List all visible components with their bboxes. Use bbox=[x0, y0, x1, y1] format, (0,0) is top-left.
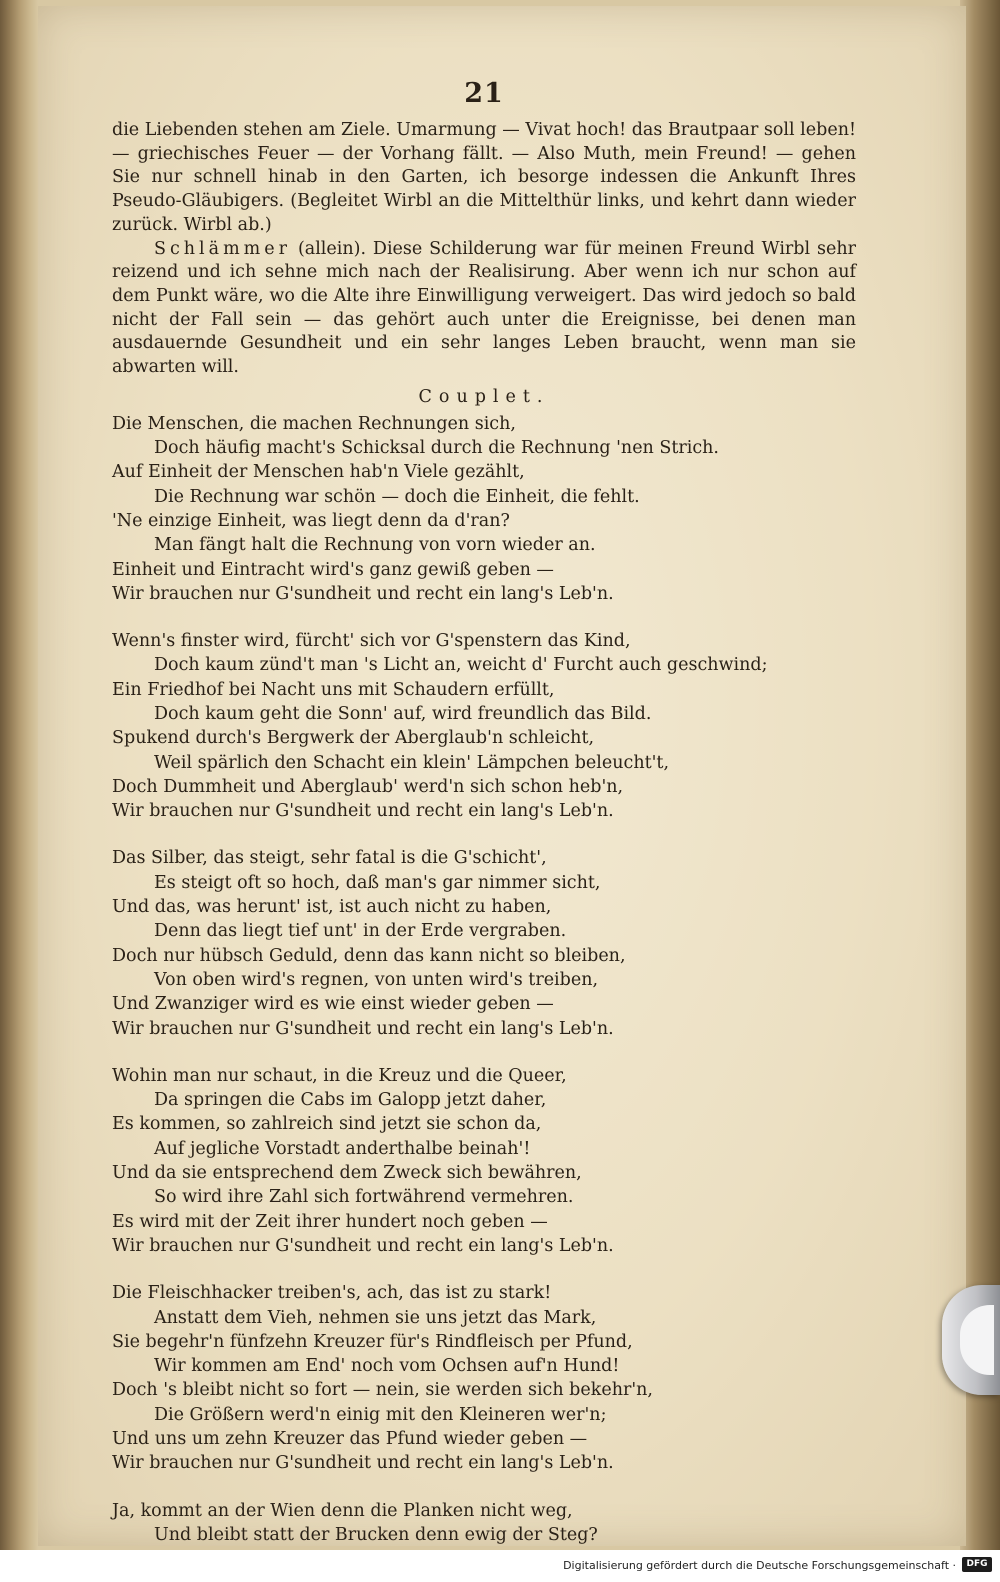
verse-line: Doch kaum zünd't man 's Licht an, weicht d' Furcht auch geschwind; bbox=[154, 655, 768, 676]
verse-line: Einheit und Eintracht wird's ganz gewiß geben — bbox=[112, 559, 554, 580]
verse-line: Wir brauchen nur G'sundheit und recht ein lang's Leb'n. bbox=[112, 583, 614, 604]
verse-line: Denn das liegt tief unt' in der Erde vergraben. bbox=[154, 921, 567, 942]
verse-line: Doch häufig macht's Schicksal durch die Rechnung 'nen Strich. bbox=[154, 438, 719, 459]
dfg-logo: DFG bbox=[962, 1557, 992, 1572]
verse-line: Es kommen, so zahlreich sind jetzt sie schon da, bbox=[112, 1114, 542, 1135]
verse-line: Wir kommen am End' noch vom Ochsen auf'n Hund! bbox=[154, 1356, 620, 1377]
footer-credit: Digitalisierung gefördert durch die Deutsche Forschungsgemeinschaft · bbox=[563, 1559, 956, 1572]
verse-line: Und bleibt statt der Brucken denn ewig der Steg? bbox=[154, 1524, 598, 1545]
verse-line: Weil spärlich den Schacht ein klein' Lämpchen beleucht't, bbox=[154, 752, 670, 773]
prose-text: (allein). Diese Schilderung war für meinen Freund Wirbl sehr reizend und ich sehne mich nach der Realisirung. Aber wenn ich nur schon auf dem Punkt wäre, wo die Alte ihre Einwilligung verweigert. Das wird jedoch so bald nicht der Fall sein — das gehört auch unter die Ereignisse, bei denen man ausdauernde Gesundheit und ein sehr langes Leben braucht, wenn man sie abwarten will. bbox=[112, 238, 856, 378]
verse-line: Die Fleischhacker treiben's, ach, das ist zu stark! bbox=[112, 1283, 552, 1304]
page-content bbox=[112, 78, 856, 1547]
prose-text: die Liebenden stehen am Ziele. Umarmung — Vivat hoch! das Brautpaar soll leben! — griechisches Feuer — der Vorhang fällt. — Also Muth, mein Freund! — gehen Sie nur schnell hinab in den Garten, ich besorge indessen die Ankunft Ihres Pseudo-Gläubigers. (Begleitet Wirbl an die Mittelthür links, und kehrt dann wieder zurück. Wirbl ab.) bbox=[112, 120, 856, 235]
verse-line: Die Menschen, die machen Rechnungen sich, bbox=[112, 413, 516, 434]
verse-line: Wir brauchen nur G'sundheit und recht ein lang's Leb'n. bbox=[112, 1453, 614, 1474]
stanza bbox=[112, 1499, 856, 1548]
verse-line: Doch nur hübsch Geduld, denn das kann nicht so bleiben, bbox=[112, 945, 626, 966]
prose-paragraph bbox=[112, 238, 856, 380]
verse-line: Spukend durch's Bergwerk der Aberglaub'n schleicht, bbox=[112, 728, 595, 749]
verse-line: Die Größern werd'n einig mit den Kleineren wer'n; bbox=[154, 1404, 607, 1425]
verse-line: Es steigt oft so hoch, daß man's gar nimmer sicht, bbox=[154, 872, 601, 893]
verse-line: Wir brauchen nur G'sundheit und recht ein lang's Leb'n. bbox=[112, 1235, 614, 1256]
stanza bbox=[112, 846, 856, 1040]
speaker-name: Schlämmer bbox=[154, 238, 292, 259]
prose-section bbox=[112, 119, 856, 380]
verse-line: Und da sie entsprechend dem Zweck sich bewähren, bbox=[112, 1163, 582, 1184]
prose-paragraph bbox=[112, 119, 856, 238]
page-number: 21 bbox=[464, 78, 504, 109]
verse-line: Es wird mit der Zeit ihrer hundert noch geben — bbox=[112, 1211, 548, 1232]
couplet-stanzas bbox=[112, 412, 856, 1547]
verse-line: Wohin man nur schaut, in die Kreuz und die Queer, bbox=[112, 1065, 567, 1086]
verse-line: Sie begehr'n fünfzehn Kreuzer für's Rindfleisch per Pfund, bbox=[112, 1331, 633, 1352]
verse-line: Wenn's finster wird, fürcht' sich vor G'spenstern das Kind, bbox=[112, 631, 631, 652]
stanza bbox=[112, 412, 856, 606]
verse-line: Da springen die Cabs im Galopp jetzt daher, bbox=[154, 1090, 547, 1111]
verse-line: Und Zwanziger wird es wie einst wieder geben — bbox=[112, 994, 554, 1015]
verse-line: Doch 's bleibt nicht so fort — nein, sie werden sich bekehr'n, bbox=[112, 1380, 653, 1401]
verse-line: Wir brauchen nur G'sundheit und recht ein lang's Leb'n. bbox=[112, 801, 614, 822]
verse-line: Auf jegliche Vorstadt anderthalbe beinah'! bbox=[154, 1138, 531, 1159]
verse-line: Man fängt halt die Rechnung von vorn wieder an. bbox=[154, 535, 596, 556]
verse-line: Das Silber, das steigt, sehr fatal is die G'schicht', bbox=[112, 848, 547, 869]
stanza bbox=[112, 1064, 856, 1258]
verse-line: Ein Friedhof bei Nacht uns mit Schaudern erfüllt, bbox=[112, 679, 555, 700]
digitization-footer bbox=[0, 1550, 1000, 1582]
couplet-heading: Couplet. bbox=[418, 386, 550, 407]
verse-line: Von oben wird's regnen, von unten wird's treiben, bbox=[154, 969, 599, 990]
verse-line: Doch Dummheit und Aberglaub' werd'n sich schon heb'n, bbox=[112, 776, 624, 797]
verse-line: Und uns um zehn Kreuzer das Pfund wieder geben — bbox=[112, 1429, 588, 1450]
stanza bbox=[112, 629, 856, 823]
verse-line: Die Rechnung war schön — doch die Einheit, die fehlt. bbox=[154, 486, 640, 507]
verse-line: Auf Einheit der Menschen hab'n Viele gezählt, bbox=[112, 462, 525, 483]
verse-line: Und das, was herunt' ist, ist auch nicht zu haben, bbox=[112, 897, 552, 918]
verse-line: Ja, kommt an der Wien denn die Planken nicht weg, bbox=[112, 1500, 573, 1521]
verse-line: 'Ne einzige Einheit, was liegt denn da d'ran? bbox=[112, 510, 510, 531]
verse-line: Wir brauchen nur G'sundheit und recht ein lang's Leb'n. bbox=[112, 1018, 614, 1039]
stanza bbox=[112, 1281, 856, 1475]
verse-line: Anstatt dem Vieh, nehmen sie uns jetzt das Mark, bbox=[154, 1307, 597, 1328]
verse-line: Doch kaum geht die Sonn' auf, wird freundlich das Bild. bbox=[154, 704, 652, 724]
verse-line: So wird ihre Zahl sich fortwährend vermehren. bbox=[154, 1187, 574, 1208]
